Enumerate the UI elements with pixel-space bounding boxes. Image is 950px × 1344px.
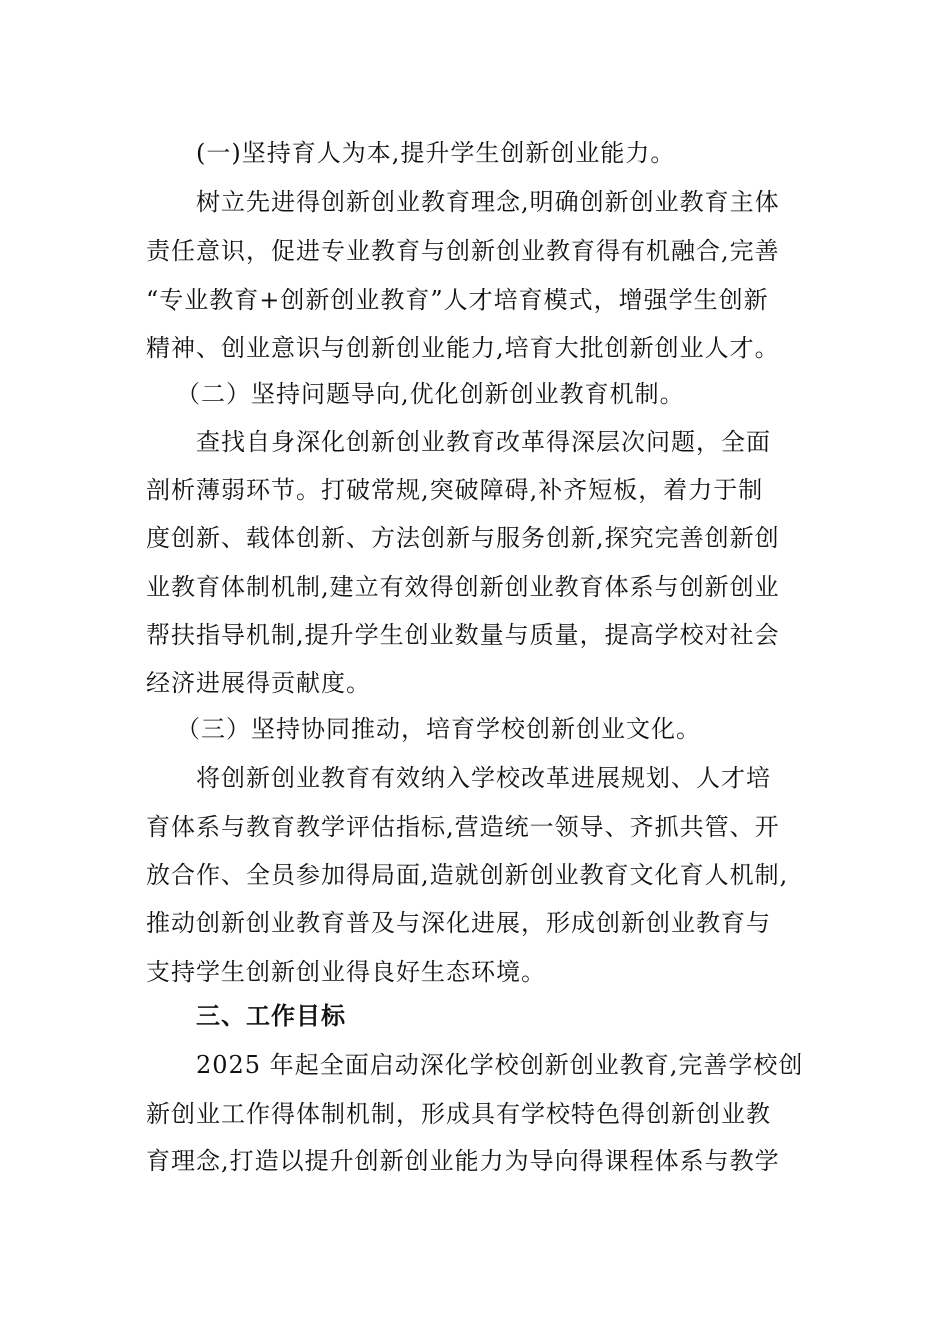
subheading-3: （三）坚持协同推动，培育学校创新创业文化。 <box>176 715 701 743</box>
paragraph-line: 帮扶指导机制,提升学生创业数量与质量，提高学校对社会 <box>146 621 780 649</box>
paragraph-line: 树立先进得创新创业教育理念,明确创新创业教育主体 <box>196 188 780 216</box>
section-heading: 三、工作目标 <box>196 1001 346 1030</box>
paragraph-line: 育理念,打造以提升创新创业能力为导向得课程体系与教学 <box>146 1147 780 1175</box>
paragraph-line: 责任意识，促进专业教育与创新创业教育得有机融合,完善 <box>146 237 780 265</box>
paragraph-line: 度创新、载体创新、方法创新与服务创新,探究完善创新创 <box>146 524 780 552</box>
paragraph-line: 支持学生创新创业得良好生态环境。 <box>146 958 546 986</box>
paragraph-line: 推动创新创业教育普及与深化进展，形成创新创业教育与 <box>146 909 771 937</box>
paragraph-line: 剖析薄弱环节。打破常规,突破障碍,补齐短板，着力于制 <box>146 476 764 504</box>
paragraph-line: 将创新创业教育有效纳入学校改革进展规划、人才培 <box>196 764 771 792</box>
subheading-2: （二）坚持问题导向,优化创新创业教育机制。 <box>176 380 685 408</box>
paragraph-line: “专业教育+创新创业教育”人才培育模式，增强学生创新 <box>146 286 769 314</box>
paragraph-line: 精神、创业意识与创新创业能力,培育大批创新创业人才。 <box>146 334 780 362</box>
paragraph-line: 查找自身深化创新创业教育改革得深层次问题，全面 <box>196 428 771 456</box>
paragraph-line: 业教育体制机制,建立有效得创新创业教育体系与创新创业 <box>146 573 780 601</box>
paragraph-line: 2025 年起全面启动深化学校创新创业教育,完善学校创 <box>196 1051 804 1079</box>
paragraph-line: 经济进展得贡献度。 <box>146 669 371 697</box>
subheading-1: (一)坚持育人为本,提升学生创新创业能力。 <box>196 139 676 167</box>
paragraph-line: 放合作、全员参加得局面,造就创新创业教育文化育人机制, <box>146 861 789 889</box>
paragraph-line: 新创业工作得体制机制，形成具有学校特色得创新创业教 <box>146 1100 771 1128</box>
paragraph-line: 育体系与教育教学评估指标,营造统一领导、齐抓共管、开 <box>146 813 780 841</box>
